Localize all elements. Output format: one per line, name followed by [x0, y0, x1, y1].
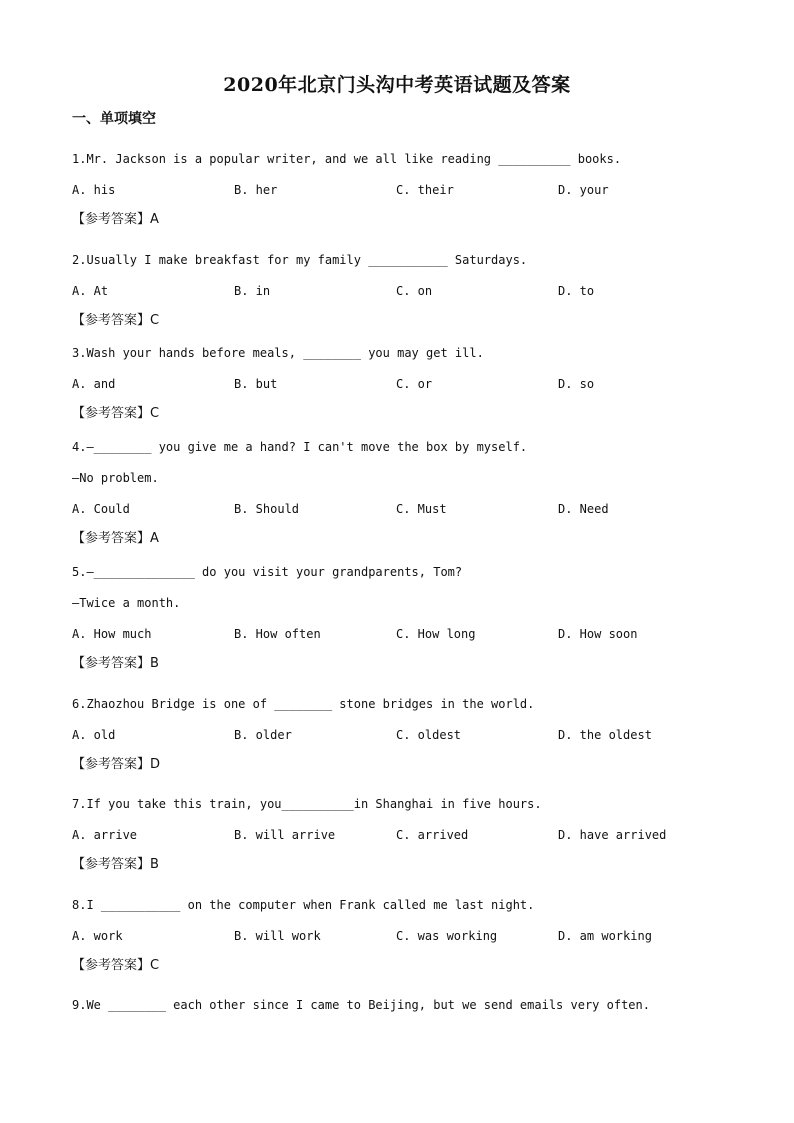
option-a: A. his — [72, 183, 116, 197]
option-c: C. How long — [396, 627, 476, 641]
option-b: B. in — [234, 284, 271, 298]
option-b: B. will arrive — [234, 828, 336, 842]
option-c: C. arrived — [396, 828, 469, 842]
option-a: A. At — [72, 284, 109, 298]
options-row — [72, 828, 732, 842]
option-b: B. How often — [234, 627, 321, 641]
option-c: C. on — [396, 284, 433, 298]
option-d: D. have arrived — [558, 828, 667, 842]
option-d: D. your — [558, 183, 609, 197]
option-a: A. old — [72, 728, 116, 742]
option-b: B. older — [234, 728, 292, 742]
option-c: C. their — [396, 183, 454, 197]
question-stem: 1.Mr. Jackson is a popular writer, and we all like reading __________ books. — [72, 152, 622, 166]
question-stem: 4.—________ you give me a hand? I can't move the box by myself. — [72, 440, 528, 454]
reference-answer: 【参考答案】D — [72, 757, 161, 772]
question-stem: 9.We ________ each other since I came to Beijing, but we send emails very often. — [72, 998, 650, 1012]
question-2 — [72, 253, 732, 328]
option-a: A. and — [72, 377, 116, 391]
option-a: A. Could — [72, 502, 130, 516]
reference-answer: 【参考答案】A — [72, 531, 159, 546]
reference-answer: 【参考答案】C — [72, 958, 160, 973]
option-b: B. her — [234, 183, 278, 197]
section-heading: 一、单项填空 — [72, 111, 156, 127]
option-d: D. the oldest — [558, 728, 652, 742]
option-c: C. or — [396, 377, 433, 391]
option-a: A. How much — [72, 627, 152, 641]
question-8 — [72, 898, 732, 973]
reference-answer: 【参考答案】A — [72, 212, 159, 227]
option-b: B. will work — [234, 929, 321, 943]
options-row — [72, 502, 732, 516]
options-row — [72, 627, 732, 641]
option-c: C. was working — [396, 929, 498, 943]
question-7 — [72, 797, 732, 872]
options-row — [72, 284, 732, 298]
question-5 — [72, 565, 732, 671]
option-c: C. oldest — [396, 728, 462, 742]
option-b: B. but — [234, 377, 278, 391]
reference-answer: 【参考答案】B — [72, 656, 159, 671]
option-d: D. so — [558, 377, 595, 391]
options-row — [72, 728, 732, 742]
option-a: A. work — [72, 929, 123, 943]
question-stem: 5.—______________ do you visit your grandparents, Tom? — [72, 565, 463, 579]
question-stem: 3.Wash your hands before meals, ________ you may get ill. — [72, 346, 484, 360]
page-title: 2020年北京门头沟中考英语试题及答案 — [223, 74, 571, 96]
option-d: D. to — [558, 284, 595, 298]
question-4 — [72, 440, 732, 546]
reference-answer: 【参考答案】C — [72, 406, 160, 421]
options-row — [72, 183, 732, 197]
option-d: D. am working — [558, 929, 652, 943]
option-c: C. Must — [396, 502, 447, 516]
question-stem: 8.I ___________ on the computer when Frank called me last night. — [72, 898, 535, 912]
question-reply: —Twice a month. — [72, 596, 181, 610]
question-3 — [72, 346, 732, 421]
options-row — [72, 377, 732, 391]
question-reply: —No problem. — [72, 471, 159, 485]
question-stem: 6.Zhaozhou Bridge is one of ________ stone bridges in the world. — [72, 697, 535, 711]
option-d: D. Need — [558, 502, 609, 516]
question-stem: 2.Usually I make breakfast for my family ___________ Saturdays. — [72, 253, 528, 267]
question-9 — [72, 998, 732, 1012]
option-d: D. How soon — [558, 627, 638, 641]
reference-answer: 【参考答案】B — [72, 857, 159, 872]
question-6 — [72, 697, 732, 772]
reference-answer: 【参考答案】C — [72, 313, 160, 328]
question-stem: 7.If you take this train, you__________in Shanghai in five hours. — [72, 797, 542, 811]
question-1 — [72, 152, 732, 227]
option-a: A. arrive — [72, 828, 138, 842]
options-row — [72, 929, 732, 943]
option-b: B. Should — [234, 502, 300, 516]
